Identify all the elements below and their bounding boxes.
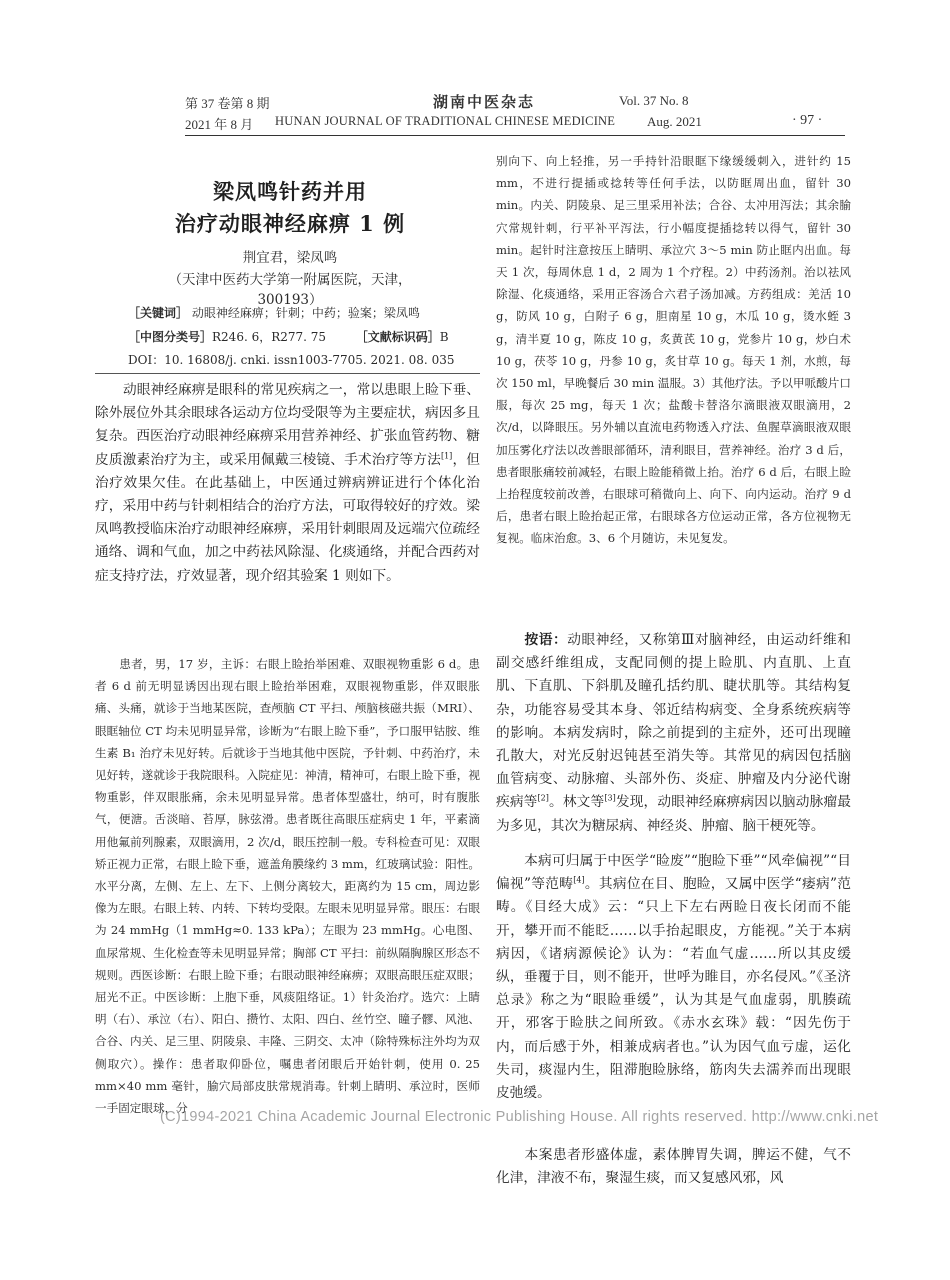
- commentary-paragraph-2: [496, 850, 851, 1105]
- clc-label: ［中图分类号］: [128, 330, 213, 344]
- case-report-left: [95, 653, 480, 1119]
- header-journal-name-en: HUNAN JOURNAL OF TRADITIONAL CHINESE MEDICINE: [275, 114, 616, 128]
- header-date-en: Aug. 2021: [647, 114, 702, 129]
- ref-2: [2]: [537, 793, 549, 803]
- commentary-text-2b: 。其病位在目、胞睑，又属中医学“痿病”范畴。《目经大成》云：“只上下左右两睑日夜长闭而不能开，攀开而不能眨……以手抬起眼皮，方能视。”关于本病病因，《诸病源候论》认为：“若血气虚……所以其皮缓纵，垂覆于目，则不能开，世呼为睢目，亦名侵风。”《圣济总录》称之为“眼睑垂缓”，认为其是气血虚弱，肌腠疏开，邪客于睑肤之间所致。《赤水玄珠》载：“因先伤于内，而后感于外，相兼成病者也。”认为因气血亏虚，运化失司，痰湿内生，阻滞胞睑脉络，筋肉失去濡养而出现眼皮弛缓。: [496, 876, 851, 1102]
- commentary-text-1a: 动眼神经，又称第Ⅲ对脑神经，由运动纤维和副交感纤维组成，支配同侧的提上睑肌、内直肌、上直肌、下直肌、下斜肌及瞳孔括约肌、睫状肌等。其结构复杂，功能容易受其本身、邻近结构病变、全身系统疾病等的影响。本病发病时，除之前提到的主症外，还可出现瞳孔散大，对光反射迟钝甚至消失等。其常见的病因包括脑血管病变、动脉瘤、头部外伤、炎症、肿瘤及内分泌代谢疾病等: [496, 632, 851, 811]
- commentary-paragraph-1: [496, 629, 851, 838]
- intro-text: 动眼神经麻痹是眼科的常见疾病之一，常以患眼上睑下垂、除外展位外其余眼球各运动方位均受限等为主要症状，病因多且复杂。西医治疗动眼神经麻痹采用营养神经、扩张血管药物、糖皮质激素治疗为主，或采用佩戴三棱镜、手术治疗等方法: [95, 382, 480, 468]
- ref-1: [1]: [440, 451, 453, 461]
- case-report-right: [496, 150, 851, 550]
- classification-line: [128, 328, 458, 347]
- keywords-value: 动眼神经麻痹；针刺；中药；验案；梁凤鸣: [191, 306, 420, 320]
- keywords-line: [128, 304, 458, 323]
- keywords-label: ［关键词］: [128, 306, 189, 320]
- header-date-cn: 2021 年 8 月: [185, 117, 254, 132]
- intro-text-tail: ，但治疗效果欠佳。在此基础上，中医通过辨病辨证进行个体化治疗，采用中药与针刺相结合的治疗方法，可取得较好的疗效。梁凤鸣教授临床治疗动眼神经麻痹，采用针刺眼周及远端穴位疏经通络、调和气血，加之中药祛风除湿、化痰通络，并配合西药对症支持疗法，疗效显著，现介绍其验案 1 则如下。: [95, 451, 480, 584]
- abstract-separator: [95, 373, 480, 374]
- commentary-paragraph-3: [496, 1144, 851, 1190]
- commentary-text-1b: 。林文等: [548, 794, 605, 811]
- clc-value: R246. 6，R277. 75: [212, 330, 327, 344]
- page-number: · 97 ·: [792, 113, 823, 128]
- document-code-label: ［文献标识码］: [355, 330, 440, 344]
- commentary-text-2a: 本病可归属于中医学“睑废”“胞睑下垂”“风牵偏视”“目偏视”等范畴: [496, 853, 851, 893]
- ref-3: [3]: [604, 793, 616, 803]
- intro-paragraph: [95, 379, 480, 588]
- case-report-text-right: 别向下、向上轻推，另一手持针沿眼眶下缘缓缓刺入，进针约 15 mm，不进行提插或捻转等任何手法，以防眶周出血，留针 30 min。内关、阴陵泉、足三里采用补法；合谷、太冲用泻法；其余腧穴常规针刺，行平补平泻法，行小幅度提插捻转以得气，留针 30 min。起针时注意按压上睛明、承泣穴 3～5 min 防止眶内出血。每天 1 次，每周休息 1 d，2 周为 1 个疗程。2）中药汤剂。治以祛风除湿、化痰通络，采用正容汤合六君子汤加减。方药组成：羌活 10 g，防风 10 g，白附子 6 g，胆南星 10 g，木瓜 10 g，烫水蛭 3 g，清半夏 10 g，陈皮 10 g，炙黄芪 10 g，党参片 10 g，炒白术 10 g，茯苓 10 g，丹参 10 g，炙甘草 10 g。每天 1 剂，水煎，每次 150 ml，早晚餐后 30 min 温服。3）其他疗法。予以甲哌酸片口服，每次 25 mg，每天 1 次；盐酸卡替洛尔滴眼液双眼滴用，2 次/d，以降眼压。另外辅以直流电药物透入疗法、鱼腥草滴眼液双眼加压雾化疗法以改善眼部循环，清利眼目，营养神经。治疗 3 d 后，患者眼胀痛较前减轻，右眼上睑能稍微上抬。治疗 6 d 后，右眼上睑上抬程度较前改善，右眼球可稍微向上、向下、向内运动。治疗 9 d 后，患者右眼上睑抬起正常，右眼球各方位运动正常，各方位视物无复视。临床治愈。3、6 个月随访，未见复发。: [496, 154, 851, 546]
- article-title-line-2: 治疗动眼神经麻痹 1 例: [174, 211, 406, 236]
- doi-line: DOI：10. 16808/j. cnki. issn1003-7705. 2021. 08. 035: [128, 353, 455, 367]
- copyright-watermark: (C)1994-2021 China Academic Journal Electronic Publishing House. All rights reserved. http://www.cnki.net: [160, 1109, 879, 1125]
- header-volume-issue-cn: 第 37 卷第 8 期: [185, 96, 270, 111]
- article-title-line-1: 梁凤鸣针药并用: [213, 179, 367, 204]
- document-code-value: B: [439, 330, 449, 344]
- commentary-text-3: 本案患者形盛体虚，素体脾胃失调，脾运不健，气不化津，津液不布，聚湿生痰，而又复感风邪，风: [496, 1147, 851, 1187]
- article-affiliation: （天津中医药大学第一附属医院，天津，300193）: [168, 272, 412, 308]
- ref-4: [4]: [573, 875, 585, 885]
- commentary-text-1c: 发现，动眼神经麻痹病因以脑动脉瘤最为多见，其次为糖尿病、神经炎、肿瘤、脑干梗死等。: [496, 794, 851, 834]
- header-rule: [185, 135, 845, 136]
- header-journal-name-cn: 湖南中医杂志: [433, 95, 536, 111]
- case-report-text-left: 患者，男，17 岁，主诉：右眼上睑抬举困难、双眼视物重影 6 d。患者 6 d 前无明显诱因出现右眼上睑抬举困难，双眼视物重影，伴双眼胀痛、头痛，就诊于当地某医院，查颅脑 CT 平扫、颅脑核磁共振（MRI）、眼眶轴位 CT 均未见明显异常，诊断为“右眼上睑下垂”，予口服甲钴胺、维生素 B₁ 治疗未见好转。后就诊于当地其他中医院，予针刺、中药治疗，未见好转，遂就诊于我院眼科。入院症见：神清，精神可，右眼上睑下垂，视物重影，伴双眼胀痛，余未见明显异常。患者体型盛壮，纳可，时有腹胀气，便溏。舌淡暗、苔厚，脉弦滑。患者既往高眼压症病史 1 年，平素滴用他氟前列腺素，双眼滴用，2 次/d，眼压控制一般。专科检查可见：双眼矫正视力正常，右眼上睑下垂，遮盖角膜缘约 3 mm，红玻璃试验：阳性。水平分离，左侧、左上、左下、上侧分离较大，距离约为 15 cm，周边影像为左眼。右眼上转、内转、下转均受限。左眼未见明显异常。眼压：右眼为 24 mmHg（1 mmHg≈0. 133 kPa）；左眼为 23 mmHg。心电图、血尿常规、生化检查等未见明显异常；胸部 CT 平扫：前纵隔胸腺区形态不规则。西医诊断：右眼上睑下垂；右眼动眼神经麻痹；双眼高眼压症双眼；屈光不正。中医诊断：上胞下垂，风痰阻络证。1）针灸治疗。选穴：上睛明（右）、承泣（右）、阳白、攒竹、太阳、四白、丝竹空、瞳子髎、风池、合谷、内关、足三里、阴陵泉、丰隆、三阴交、太冲（除特殊标注外均为双侧取穴）。操作：患者取仰卧位，嘱患者闭眼后开始针刺，使用 0. 25 mm×40 mm 毫针，腧穴局部皮肤常规消毒。针刺上睛明、承泣时，医师一手固定眼球，分: [95, 657, 480, 1116]
- commentary-label: 按语：: [524, 632, 568, 648]
- header-volume-issue-en: Vol. 37 No. 8: [619, 93, 689, 108]
- article-authors: 荆宜君，梁凤鸣: [242, 250, 338, 266]
